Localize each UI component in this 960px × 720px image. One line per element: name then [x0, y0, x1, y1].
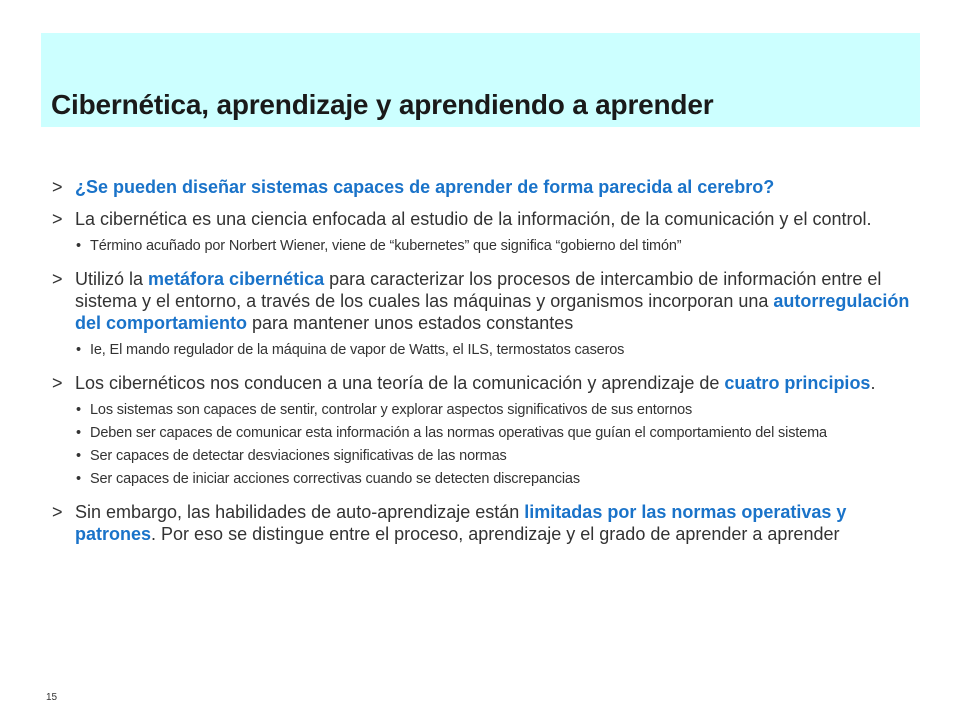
sub-bullet-wiener: [52, 238, 922, 254]
bullet-text-part: para mantener unos estados constantes: [247, 313, 574, 333]
highlight-autorregulacion: autorregulación del comportamiento: [75, 291, 910, 333]
sub-bullet-marker: •: [76, 448, 81, 464]
bullet-text: La cibernética es una ciencia enfocada al estudio de la información, de la comunicación y el control.: [75, 209, 872, 229]
sub-bullet-principle-2: [52, 425, 922, 441]
bullet-marker: >: [52, 373, 63, 393]
bullet-text-part: Sin embargo, las habilidades de auto-aprendizaje están: [75, 502, 525, 522]
sub-bullet-text: Ser capaces de detectar desviaciones significativas de las normas: [90, 448, 507, 464]
slide-content: [52, 176, 922, 553]
sub-bullet-marker: •: [76, 425, 81, 441]
bullet-text-part: .: [870, 373, 876, 393]
bullet-text-part: Utilizó la: [75, 269, 149, 289]
bullet-text-part: para caracterizar los procesos de intercambio de información entre el sistema y el entorno, a través de los cuales las máquinas y organismos incorporan una: [75, 269, 882, 311]
bullet-cybernetics-definition: [52, 208, 922, 230]
bullet-marker: >: [52, 502, 63, 522]
bullet-text-part: Los cibernéticos nos conducen a una teoría de la comunicación y aprendizaje de: [75, 373, 725, 393]
sub-bullet-principle-3: [52, 448, 922, 464]
sub-bullet-marker: •: [76, 402, 81, 418]
sub-bullet-text: Los sistemas son capaces de sentir, controlar y explorar aspectos significativos de sus entornos: [90, 402, 693, 418]
bullet-marker: >: [52, 209, 63, 229]
sub-bullet-principle-1: [52, 402, 922, 418]
bullet-question-text: ¿Se pueden diseñar sistemas capaces de aprender de forma parecida al cerebro?: [75, 177, 775, 197]
sub-bullet-text: Ser capaces de iniciar acciones correctivas cuando se detecten discrepancias: [90, 471, 580, 487]
highlight-limitadas: limitadas por las normas operativas y patrones: [75, 502, 847, 544]
highlight-metafora: metáfora cibernética: [148, 269, 325, 289]
page-number: 15: [46, 692, 58, 703]
sub-bullet-text: Término acuñado por Norbert Wiener, viene de “kubernetes” que significa “gobierno del timón”: [90, 238, 682, 254]
bullet-cybernetic-metaphor: [52, 268, 922, 334]
sub-bullet-principle-4: [52, 471, 922, 487]
sub-bullet-text: Ie, El mando regulador de la máquina de vapor de Watts, el ILS, termostatos caseros: [90, 342, 625, 358]
sub-bullet-examples: [52, 342, 922, 358]
bullet-text-part: . Por eso se distingue entre el proceso, aprendizaje y el grado de aprender a aprender: [151, 524, 840, 544]
slide-title: Cibernética, aprendizaje y aprendiendo a aprender: [51, 89, 714, 120]
sub-bullet-text: Deben ser capaces de comunicar esta información a las normas operativas que guían el comportamiento del sistema: [90, 425, 827, 441]
bullet-question: [52, 176, 922, 198]
sub-bullet-marker: •: [76, 342, 81, 358]
sub-bullet-marker: •: [76, 238, 81, 254]
highlight-cuatro-principios: cuatro principios: [724, 373, 871, 393]
sub-bullet-marker: •: [76, 471, 81, 487]
bullet-marker: >: [52, 269, 63, 289]
bullet-four-principles: [52, 372, 922, 394]
bullet-marker: >: [52, 177, 63, 197]
bullet-limitations: [52, 501, 922, 545]
